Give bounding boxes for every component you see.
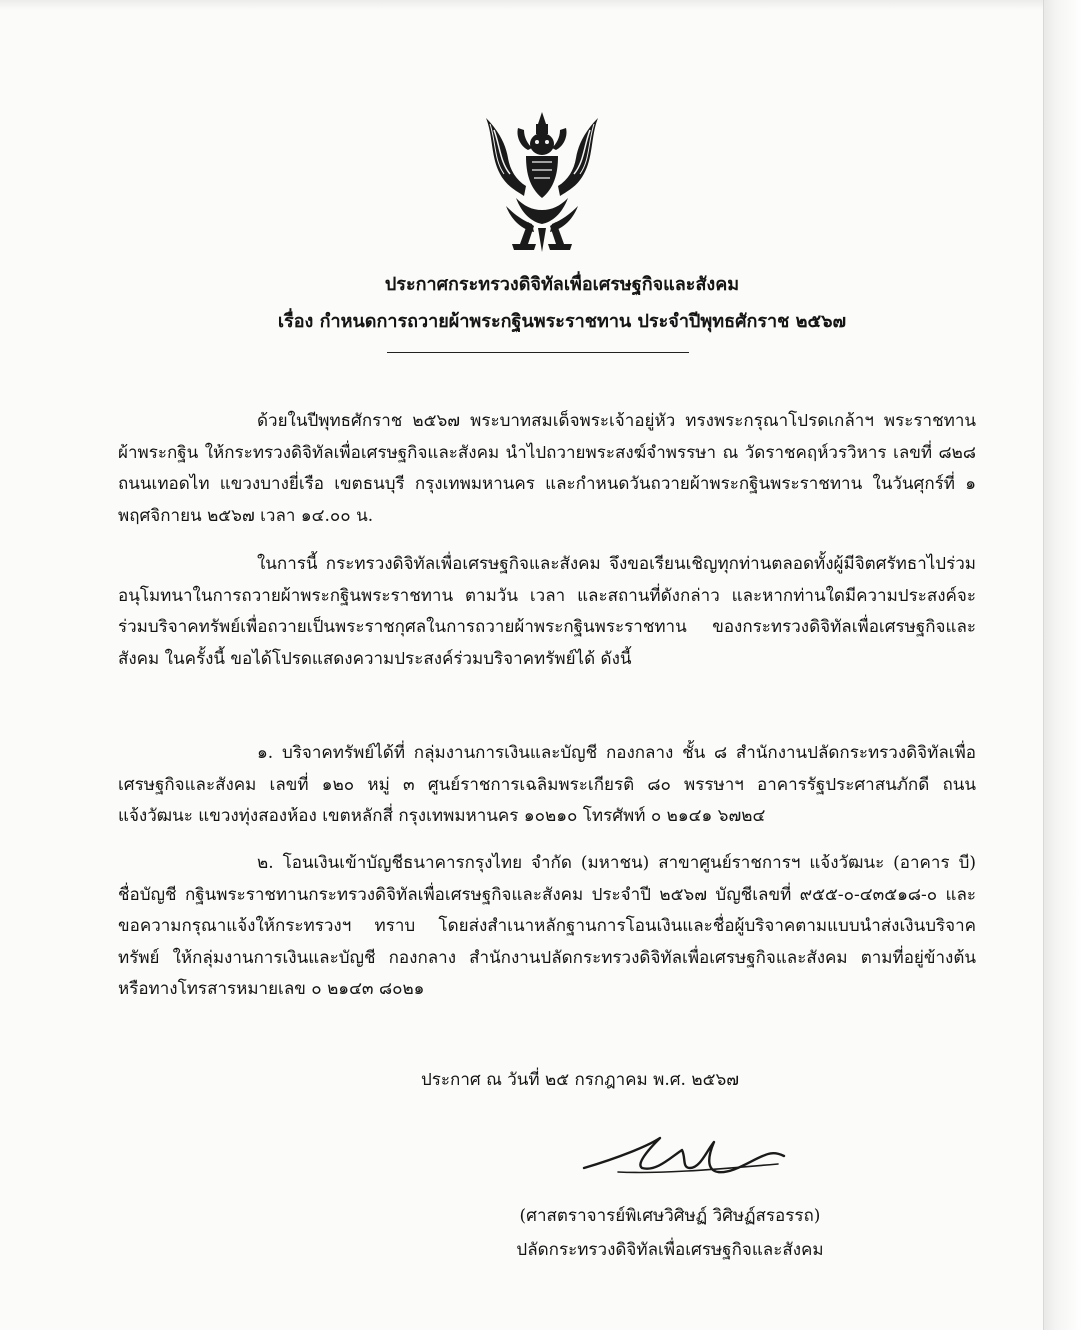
paragraph-invitation: ในการนี้ กระทรวงดิจิทัลเพื่อเศรษฐกิจและสังคม จึงขอเรียนเชิญทุกท่านตลอดทั้งผู้มีจิตศรัทธาไปร่วมอนุโมทนาในการถวายผ้าพระกฐินพระราชทาน ตามวัน เวลา และสถานที่ดังกล่าว และหากท่านใดมีความประสงค์จะร่วมบริจาคทรัพย์เพื่อถวายเป็นพระราชกุศลในการถวายผ้าพระกฐินพระราชทาน ของกระทรวงดิจิทัลเพื่อเศรษฐกิจและสังคม ในครั้งนี้ ขอได้โปรดแสดงความประสงค์ร่วมบริจาคทรัพย์ได้ ดังนี้ <box>118 554 976 669</box>
signer-title: ปลัดกระทรวงดิจิทัลเพื่อเศรษฐกิจและสังคม <box>516 1240 824 1260</box>
announcement-title: ประกาศกระทรวงดิจิทัลเพื่อเศรษฐกิจและสังคม <box>384 274 740 295</box>
signer-name: (ศาสตราจารย์พิเศษวิศิษฏ์ วิศิษฏ์สรอรรถ) <box>519 1206 821 1226</box>
handwritten-signature <box>578 1128 788 1188</box>
scan-shadow <box>0 0 1082 10</box>
donation-item-2: ๒. โอนเงินเข้าบัญชีธนาคารกรุงไทย จำกัด (มหาชน) สาขาศูนย์ราชการฯ แจ้งวัฒนะ (อาคาร บี) ชื่อบัญชี กฐินพระราชทานกระทรวงดิจิทัลเพื่อเศรษฐกิจและสังคม ประจำปี ๒๕๖๗ บัญชีเลขที่ ๙๕๕-๐-๔๓๕๑๘-๐ และขอความกรุณาแจ้งให้กระทรวงฯ ทราบ โดยส่งสำเนาหลักฐานการโอนเงินและชื่อผู้บริจาคตามแบบนำส่งเงินบริจาคทรัพย์ ให้กลุ่มงานการเงินและบัญชี กองกลาง สำนักงานปลัดกระทรวงดิจิทัลเพื่อเศรษฐกิจและสังคม ตามที่อยู่ข้างต้น หรือทางโทรสารหมายเลข ๐ ๒๑๔๓ ๘๐๒๑ <box>118 853 976 999</box>
donation-item-1: ๑. บริจาคทรัพย์ได้ที่ กลุ่มงานการเงินและบัญชี กองกลาง ชั้น ๘ สำนักงานปลัดกระทรวงดิจิทัลเพื่อเศรษฐกิจและสังคม เลขที่ ๑๒๐ หมู่ ๓ ศูนย์ราชการเฉลิมพระเกียรติ ๘๐ พรรษาฯ อาคารรัฐประศาสนภักดี ถนนแจ้งวัฒนะ แขวงทุ่งสองห้อง เขตหลักสี่ กรุงเทพมหานคร ๑๐๒๑๐ โทรศัพท์ ๐ ๒๑๔๑ ๖๗๒๔ <box>118 743 976 826</box>
announcement-date: ประกาศ ณ วันที่ ๒๕ กรกฎาคม พ.ศ. ๒๕๖๗ <box>420 1070 740 1090</box>
title-divider <box>387 352 689 353</box>
announcement-subject: เรื่อง กำหนดการถวายผ้าพระกฐินพระราชทาน ประจำปีพุทธศักราช ๒๕๖๗ <box>277 311 847 332</box>
page-edge <box>1043 0 1082 1330</box>
garuda-emblem-icon <box>476 110 608 255</box>
paragraph-intro: ด้วยในปีพุทธศักราช ๒๕๖๗ พระบาทสมเด็จพระเจ้าอยู่หัว ทรงพระกรุณาโปรดเกล้าฯ พระราชทานผ้าพระกฐิน ให้กระทรวงดิจิทัลเพื่อเศรษฐกิจและสังคม นำไปถวายพระสงฆ์จำพรรษา ณ วัดราชคฤห์วรวิหาร เลขที่ ๘๒๘ ถนนเทอดไท แขวงบางยี่เรือ เขตธนบุรี กรุงเทพมหานคร และกำหนดวันถวายผ้าพระกฐินพระราชทาน ในวันศุกร์ที่ ๑ พฤศจิกายน ๒๕๖๗ เวลา ๑๔.๐๐ น. <box>118 411 976 526</box>
